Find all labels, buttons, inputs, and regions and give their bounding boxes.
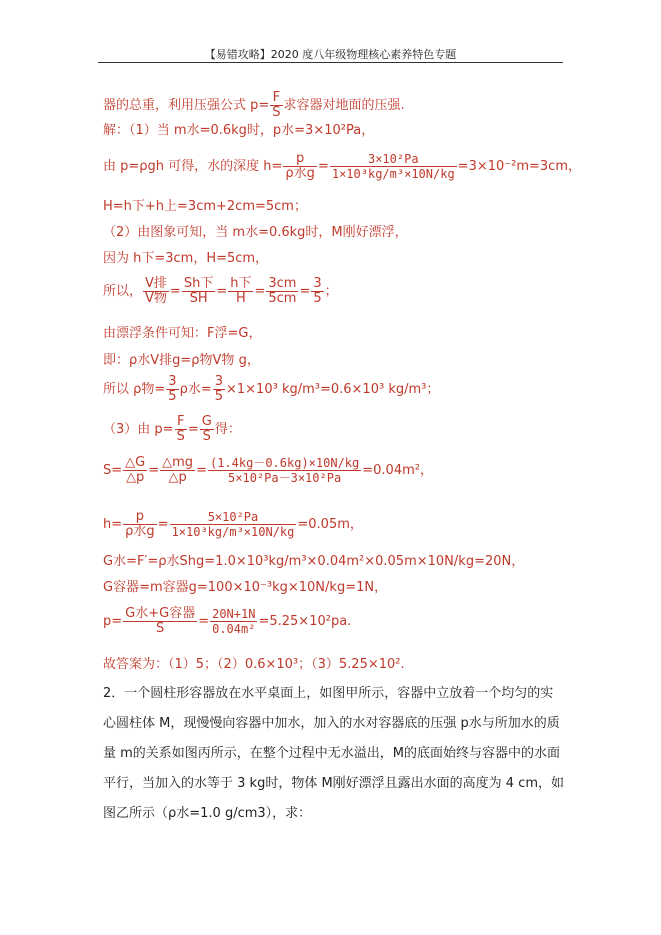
numerator: F: [175, 415, 187, 430]
text: 所以，: [103, 284, 143, 299]
text: h=: [103, 517, 123, 532]
header-rule: [98, 62, 563, 63]
problem-2-line-1: 2．一个圆柱形容器放在水平桌面上，如图甲所示，容器中立放着一个均匀的实: [103, 686, 554, 701]
denominator: SH: [189, 291, 208, 306]
line-answer: 故答案为：（1）5；（2）0.6×10³；（3）5.25×10².: [103, 657, 405, 672]
fraction: [270, 91, 282, 120]
line-2: 解：（1）当 m水=0.6kg时，p水=3×10²Pa，: [103, 123, 375, 138]
fraction: [123, 510, 157, 539]
text: =5.25×10²pa.: [258, 614, 352, 629]
text: =: [198, 614, 210, 629]
fraction: [170, 510, 297, 539]
line-11: [103, 415, 241, 444]
line-10: [103, 375, 439, 404]
numerator: 5×10²Pa: [170, 510, 297, 525]
fraction: [228, 277, 253, 306]
denominator: S: [272, 105, 281, 120]
text: 器的总重，利用压强公式 p=: [103, 98, 270, 113]
text: =: [148, 463, 160, 478]
text: =0.04m²，: [362, 463, 433, 478]
denominator: △p: [168, 470, 187, 485]
line-6: 因为 h下=3cm，H=5cm，: [103, 251, 269, 266]
fraction: [266, 277, 298, 306]
denominator: 5cm: [268, 291, 297, 306]
numerator: 3: [214, 374, 223, 389]
page-header: 【易错攻略】2020 度八年级物理核心素养特色专题: [204, 48, 457, 61]
numerator: Sh下: [183, 276, 214, 291]
line-8: 由漂浮条件可知：F浮=G，: [103, 326, 262, 341]
fraction: [283, 152, 317, 181]
text: 所以 ρ物=: [103, 382, 166, 397]
numerator: F: [270, 91, 282, 106]
numerator: 3×10²Pa: [330, 152, 457, 167]
text: 求容器对地面的压强.: [283, 98, 405, 113]
text: ρ水=: [179, 382, 212, 397]
numerator: 3: [313, 276, 322, 291]
numerator: △mg: [162, 455, 194, 470]
numerator: V排: [145, 276, 167, 291]
denominator: △p: [126, 470, 145, 485]
text: （3）由 p=: [103, 422, 174, 437]
numerator: p: [123, 510, 157, 525]
fraction: [182, 277, 216, 306]
denominator: S: [202, 429, 211, 444]
denominator: 5×10²Pa－3×10²Pa: [228, 471, 342, 485]
text: =3×10⁻²m=3cm，: [457, 159, 581, 174]
denominator: S: [176, 429, 185, 444]
line-5: （2）由图象可知，当 m水=0.6kg时，M刚好漂浮，: [103, 225, 408, 240]
denominator: 5: [214, 389, 223, 404]
denominator: 0.04m²: [212, 622, 256, 636]
text: ×1×10³ kg/m³=0.6×10³ kg/m³；: [226, 382, 440, 397]
fraction: [213, 375, 225, 404]
line-12: [103, 456, 433, 485]
text: 由 p=ρgh 可得，水的深度 h=: [103, 159, 283, 174]
fraction: [123, 456, 147, 485]
denominator: H: [235, 291, 246, 306]
text: =: [187, 422, 199, 437]
text: 得：: [214, 422, 241, 437]
fraction: [210, 607, 257, 636]
problem-2-line-3: 量 m的关系如图丙所示，在整个过程中无水溢出，M的底面始终与容器中的水面: [103, 746, 561, 761]
denominator: 5: [313, 291, 322, 306]
numerator: G: [201, 414, 212, 429]
problem-2-line-4: 平行，当加入的水等于 3 kg时，物体 M刚好漂浮且露出水面的高度为 4 cm，如: [103, 776, 565, 791]
fraction: [143, 277, 169, 306]
fraction: [123, 607, 197, 636]
line-14: G水=F′=ρ水Shg=1.0×10³kg/m³×0.04m²×0.05m×10N/kg=20N，: [103, 554, 525, 569]
fraction: [330, 152, 457, 181]
problem-2-line-2: 心圆柱体 M，现慢慢向容器中加水，加入的水对容器底的压强 p水与所加水的质: [103, 716, 560, 731]
fraction: [208, 456, 361, 485]
fraction: [200, 415, 214, 444]
line-4: H=h下+h上=3cm+2cm=5cm；: [103, 199, 307, 214]
denominator: ρ水g: [285, 166, 315, 181]
fraction: [175, 415, 187, 444]
denominator: S: [156, 621, 165, 636]
denominator: 5: [168, 389, 177, 404]
line-9: 即：ρ水V排g=ρ物V物 g，: [103, 353, 260, 368]
line-13: [103, 510, 363, 539]
line-16: [103, 607, 351, 636]
text: ；: [324, 284, 338, 299]
text: S=: [103, 463, 123, 478]
numerator: h下: [230, 276, 252, 291]
fraction: [311, 277, 323, 306]
denominator: V物: [145, 291, 167, 306]
numerator: (1.4kg－0.6kg)×10N/kg: [209, 456, 360, 470]
line-1: [103, 91, 405, 120]
denominator: 1×10³kg/m³×10N/kg: [331, 167, 455, 181]
numerator: 3cm: [268, 276, 297, 291]
fraction: [166, 375, 178, 404]
text: =0.05m，: [297, 517, 363, 532]
line-3: 由 p=ρgh 可得，水的深度 h= $\frac{p}{\text{ρ水g}}$ = $\frac{\text{3×10²Pa}}{\text{1×10³kg/m³×10N/kg}}$ =3×10⁻²m=3cm，: [103, 151, 581, 181]
numerator: 20N+1N: [212, 607, 256, 621]
numerator: 3: [168, 374, 177, 389]
denominator: 1×10³kg/m³×10N/kg: [171, 525, 295, 539]
text: =: [196, 463, 207, 478]
line-7: 所以， $\frac{\text{V排}}{\text{V物}}$ = $\frac{\text{Sh下}}{SH}$ = $\frac{\text{h下}}{H}$ = $\frac{3cm}{5cm}$ = $\frac{3}{5}$ ；: [103, 276, 338, 306]
line-15: G容器=m容器g=100×10⁻³kg×10N/kg=1N，: [103, 580, 388, 595]
problem-2-line-5: 图乙所示（ρ水=1.0 g/cm3），求：: [103, 806, 312, 821]
numerator: p: [283, 152, 317, 167]
text: =: [157, 517, 169, 532]
numerator: G水+G容器: [125, 606, 196, 621]
text: p=: [103, 614, 123, 629]
denominator: ρ水g: [125, 524, 155, 539]
fraction: [160, 456, 195, 485]
numerator: △G: [125, 455, 146, 470]
